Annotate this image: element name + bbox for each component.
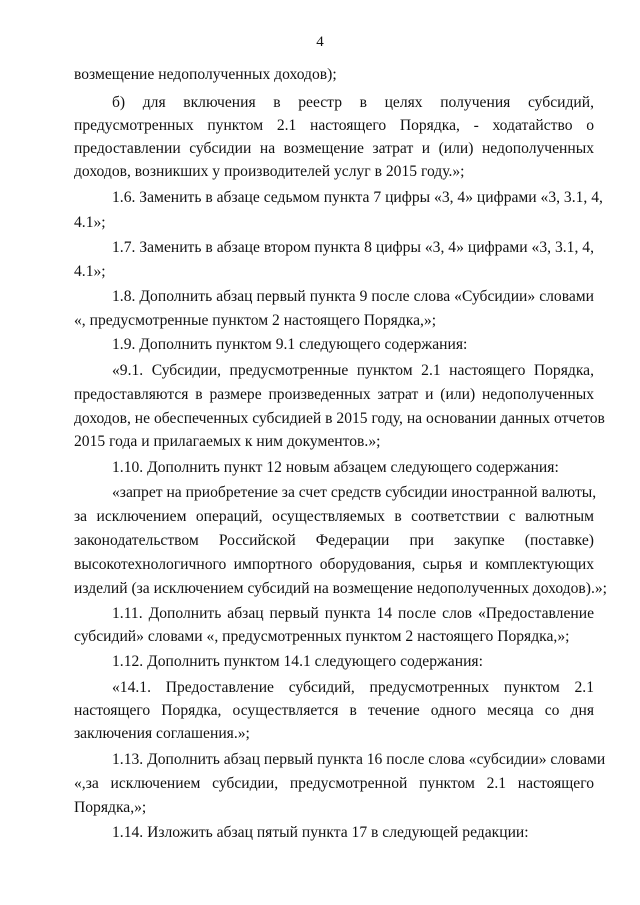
- text-line: за исключением операций, осуществляемых в соответствии с валютным: [74, 508, 594, 525]
- text-line: «запрет на приобретение за счет средств субсидии иностранной валюты,: [112, 484, 597, 501]
- text-line: 2015 года и прилагаемых к ним документов.»;: [74, 433, 381, 450]
- text-line: 1.7. Заменить в абзаце втором пункта 8 цифры «3, 4» цифрами «3, 3.1, 4,: [112, 239, 594, 256]
- text-line: 1.6. Заменить в абзаце седьмом пункта 7 цифры «3, 4» цифрами «3, 3.1, 4,: [112, 189, 603, 206]
- text-line: 4.1»;: [74, 214, 106, 231]
- text-line: «, предусмотренные пунктом 2 настоящего Порядка,»;: [74, 312, 437, 329]
- text-line: 1.8. Дополнить абзац первый пункта 9 после слова «Субсидии» словами: [112, 288, 594, 305]
- text-line: предоставляются в размере произведенных затрат и (или) недополученных: [74, 386, 594, 403]
- text-line: доходов, не обеспеченных субсидией в 2015 году, на основании данных отчетов: [74, 410, 605, 427]
- text-line: изделий (за исключением субсидий на возмещение недополученных доходов).»;: [74, 580, 607, 597]
- text-line: «,за исключением субсидии, предусмотренной пунктом 2.1 настоящего: [74, 775, 594, 792]
- text-line: 4.1»;: [74, 263, 106, 280]
- text-line: доходов, возникших у производителей услуг в 2015 году.»;: [74, 163, 465, 180]
- text-line: 1.12. Дополнить пунктом 14.1 следующего содержания:: [112, 653, 483, 670]
- page-number: 4: [316, 34, 324, 50]
- text-line: субсидий» словами «, предусмотренных пунктом 2 настоящего Порядка,»;: [74, 628, 570, 645]
- text-line: «9.1. Субсидии, предусмотренные пунктом 2.1 настоящего Порядка,: [112, 362, 594, 379]
- text-line: заключения соглашения.»;: [74, 725, 250, 742]
- text-line: настоящего Порядка, осуществляется в течение одного месяца со дня: [74, 702, 594, 719]
- text-line: 1.13. Дополнить абзац первый пункта 16 после слова «субсидии» словами: [112, 751, 606, 768]
- text-line: высокотехнологичного импортного оборудования, сырья и комплектующих: [74, 556, 594, 573]
- text-line: 1.11. Дополнить абзац первый пункта 14 после слов «Предоставление: [112, 605, 594, 622]
- text-line: 1.9. Дополнить пунктом 9.1 следующего содержания:: [112, 336, 468, 353]
- text-line: предоставлении субсидии на возмещение затрат и (или) недополученных: [74, 140, 594, 157]
- text-line: 1.14. Изложить абзац пятый пункта 17 в следующей редакции:: [112, 824, 529, 841]
- text-line: законодательством Российской Федерации при закупке (поставке): [74, 532, 594, 549]
- text-line: Порядка,»;: [74, 799, 147, 816]
- text-line: «14.1. Предоставление субсидий, предусмотренных пунктом 2.1: [112, 679, 594, 696]
- text-line: 1.10. Дополнить пункт 12 новым абзацем следующего содержания:: [112, 459, 559, 476]
- text-line: предусмотренных пунктом 2.1 настоящего Порядка, - ходатайство о: [74, 117, 594, 134]
- text-line: возмещение недополученных доходов);: [74, 66, 337, 83]
- text-line: б) для включения в реестр в целях получения субсидий,: [112, 94, 594, 111]
